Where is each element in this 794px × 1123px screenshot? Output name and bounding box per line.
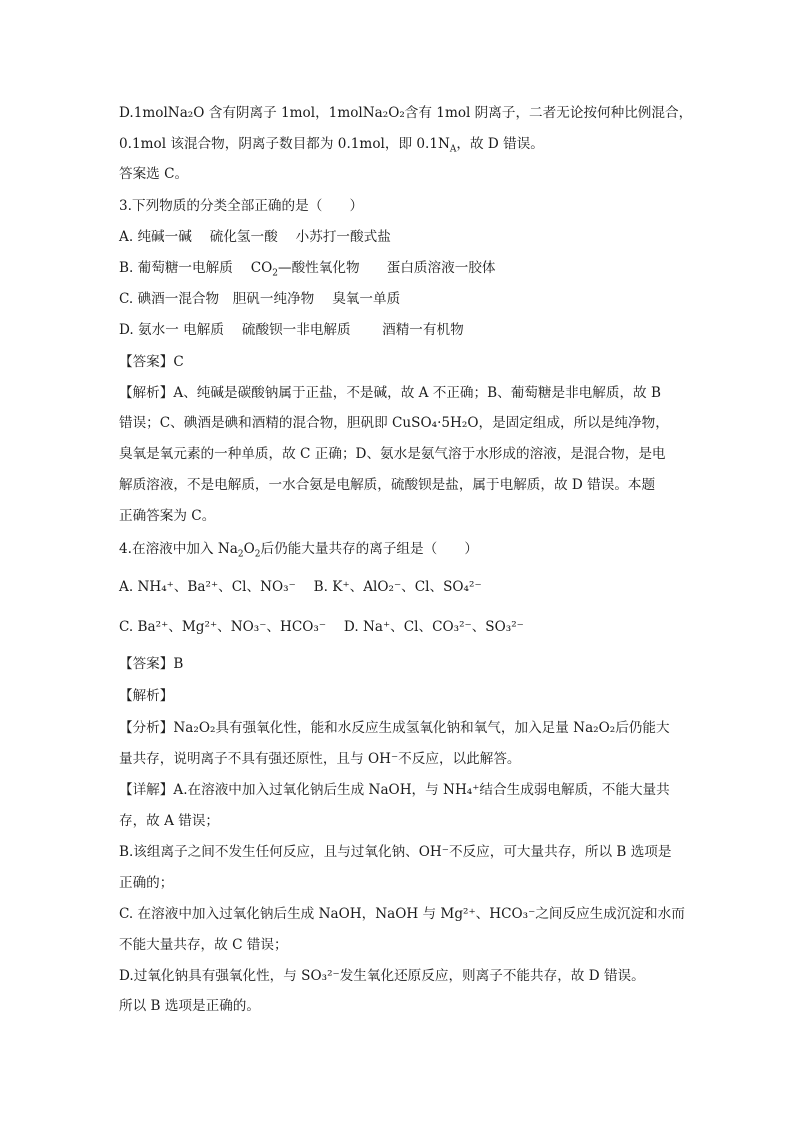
question-4-title	[119, 539, 478, 559]
explanation-heading: 【解析】	[119, 688, 174, 704]
text-line: D.1molNa₂O 含有阴离子 1mol，1molNa₂O₂含有 1mol 阴离子，二者无论按何种比例混合，	[119, 105, 693, 121]
question-3-option-b	[119, 258, 495, 278]
text-span: B. 葡萄糖一电解质 CO	[119, 260, 273, 276]
subscript: 2	[237, 549, 244, 560]
detail-line: 存，故 A 错误；	[119, 813, 220, 829]
question-3-option-d: D. 氨水一 电解质 硫酸钡一非电解质 酒精一有机物	[119, 322, 464, 338]
question-3-option-a: A. 纯碱一碱 硫化氢一酸 小苏打一酸式盐	[119, 229, 391, 245]
analysis-line: 量共存，说明离子不具有强还原性，且与 OH⁻不反应，以此解答。	[119, 751, 521, 767]
text-span: ，故 D 错误。	[456, 136, 544, 152]
detail-line: C. 在溶液中加入过氧化钠后生成 NaOH，NaOH 与 Mg²⁺、HCO₃⁻之间反应生成沉淀和水而	[119, 906, 685, 922]
text-span: 后仍能大量共存的离子组是（ ）	[260, 541, 478, 557]
explanation-line: 解质溶液，不是电解质，一水合氨是电解质，硫酸钡是盐，属于电解质，故 D 错误。本题	[119, 477, 656, 493]
detail-line: 【详解】A.在溶液中加入过氧化钠后生成 NaOH，与 NH₄⁺结合生成弱电解质，不能大量共	[119, 782, 670, 798]
detail-line: D.过氧化钠具有强氧化性，与 SO₃²⁻发生氧化还原反应，则离子不能共存，故 D 错误。	[119, 968, 645, 984]
text-span: 4.在溶液中加入 Na	[119, 541, 238, 557]
subscript: A	[449, 144, 457, 155]
explanation-line: 【解析】A、纯碱是碳酸钠属于正盐，不是碱，故 A 不正确；B、葡萄糖是非电解质，故 B	[119, 385, 661, 401]
subscript: 2	[254, 549, 261, 560]
text-line: 答案选 C。	[119, 166, 189, 182]
text-span: 0.1mol 该混合物，阴离子数目都为 0.1mol，即 0.1N	[119, 136, 450, 152]
text-span: —酸性氧化物 蛋白质溶液一胶体	[277, 260, 496, 276]
explanation-line: 臭氧是氧元素的一种单质，故 C 正确；D、氨水是氨气溶于水形成的溶液，是混合物，是电	[119, 446, 666, 462]
answer-label: 【答案】B	[119, 656, 184, 672]
explanation-line: 正确答案为 C。	[119, 508, 216, 524]
subscript: 2	[272, 268, 278, 279]
text-span: O	[243, 541, 255, 557]
explanation-line: 错误；C、碘酒是碘和酒精的混合物，胆矾即 CuSO₄·5H₂O，是固定组成，所以是纯净物，	[119, 415, 669, 431]
question-4-options-ab: A. NH₄⁺、Ba²⁺、Cl、NO₃⁻ B. K⁺、AlO₂⁻、Cl、SO₄²⁻	[119, 579, 482, 595]
answer-label: 【答案】C	[119, 354, 184, 370]
detail-line: 正确的；	[119, 875, 174, 891]
question-3-option-c: C. 碘酒一混合物 胆矾一纯净物 臭氧一单质	[119, 291, 401, 307]
detail-line: 不能大量共存，故 C 错误；	[119, 937, 288, 953]
text-line	[119, 134, 544, 154]
detail-line: 所以 B 选项是正确的。	[119, 998, 260, 1014]
detail-line: B.该组离子之间不发生任何反应，且与过氧化钠、OH⁻不反应，可大量共存，所以 B 选项是	[119, 844, 672, 860]
question-4-options-cd: C. Ba²⁺、Mg²⁺、NO₃⁻、HCO₃⁻ D. Na⁺、Cl、CO₃²⁻、SO₃²⁻	[119, 619, 524, 635]
question-3-title: 3.下列物质的分类全部正确的是（ ）	[119, 198, 364, 214]
analysis-line: 【分析】Na₂O₂具有强氧化性，能和水反应生成氢氧化钠和氧气，加入足量 Na₂O₂后仍能大	[119, 720, 670, 736]
